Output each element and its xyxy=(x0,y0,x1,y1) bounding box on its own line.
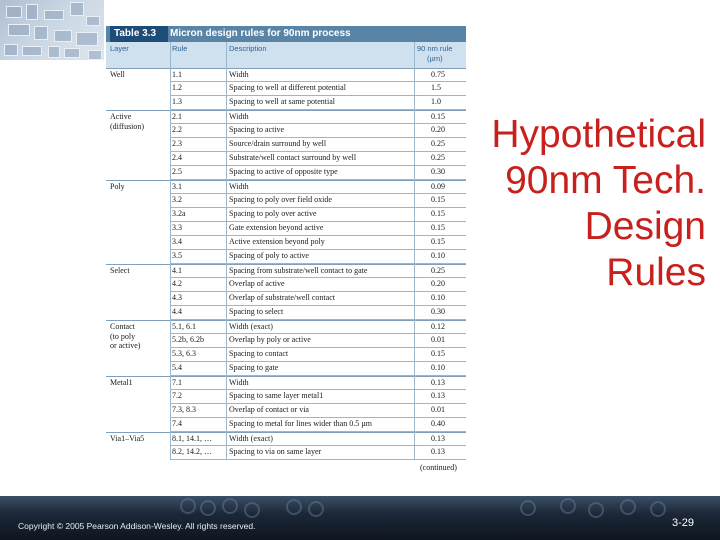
description-cell: Spacing to metal for lines wider than 0.5 µm xyxy=(229,419,373,428)
rule-cell: 7.2 xyxy=(172,391,182,400)
description-cell: Spacing to poly over field oxide xyxy=(229,195,332,204)
value-cell: 0.15 xyxy=(431,112,445,121)
value-cell: 0.20 xyxy=(431,279,445,288)
table-row xyxy=(170,432,466,446)
table-number: Table 3.3 xyxy=(110,26,168,42)
rule-cell: 3.5 xyxy=(172,251,182,260)
description-cell: Width xyxy=(229,70,249,79)
table-header-row xyxy=(106,42,466,68)
description-cell: Source/drain surround by well xyxy=(229,139,327,148)
circuit-pad-shape xyxy=(22,46,42,56)
rule-cell: 2.2 xyxy=(172,125,182,134)
layer-label: Well xyxy=(110,70,125,79)
description-cell: Width (exact) xyxy=(229,434,273,443)
rule-cell: 2.4 xyxy=(172,153,182,162)
rule-cell: 3.2 xyxy=(172,195,182,204)
footer-circuit-shape xyxy=(560,498,576,514)
circuit-decoration xyxy=(0,0,104,60)
value-cell: 0.20 xyxy=(431,125,445,134)
table-row xyxy=(170,376,466,390)
rule-cell: 7.1 xyxy=(172,378,182,387)
description-cell: Substrate/well contact surround by well xyxy=(229,153,357,162)
value-cell: 0.75 xyxy=(431,70,445,79)
circuit-pad-shape xyxy=(54,30,72,42)
table-row xyxy=(170,208,466,222)
footer-bar xyxy=(0,496,720,540)
circuit-pad-shape xyxy=(26,4,38,20)
circuit-pad-shape xyxy=(6,6,22,18)
description-cell: Width xyxy=(229,182,249,191)
header-description: Description xyxy=(229,44,267,53)
value-cell: 1.5 xyxy=(431,83,441,92)
rule-cell: 1.2 xyxy=(172,83,182,92)
layer-label: Contact (to poly or active) xyxy=(110,322,141,350)
description-cell: Spacing from substrate/well contact to gate xyxy=(229,266,368,275)
header-value-line2: (µm) xyxy=(427,54,443,63)
rule-cell: 1.3 xyxy=(172,97,182,106)
table-row xyxy=(170,320,466,334)
layer-label: Select xyxy=(110,266,130,275)
value-cell: 0.15 xyxy=(431,209,445,218)
footer-circuit-shape xyxy=(650,501,666,517)
rule-cell: 7.4 xyxy=(172,419,182,428)
description-cell: Width (exact) xyxy=(229,322,273,331)
footer-circuit-shape xyxy=(200,500,216,516)
value-cell: 0.15 xyxy=(431,237,445,246)
circuit-pad-shape xyxy=(64,48,80,58)
table-row xyxy=(170,82,466,96)
table-row xyxy=(170,390,466,404)
table-row xyxy=(170,292,466,306)
footer-circuit-shape xyxy=(180,498,196,514)
header-value-line1: 90 nm rule xyxy=(417,44,453,53)
table-row xyxy=(170,180,466,194)
table-row xyxy=(170,334,466,348)
circuit-pad-shape xyxy=(34,26,48,40)
layer-label: Active (diffusion) xyxy=(110,112,145,131)
value-cell: 0.25 xyxy=(431,266,445,275)
footer-circuit-shape xyxy=(308,501,324,517)
circuit-pad-shape xyxy=(76,32,98,46)
footer-circuit-shape xyxy=(620,499,636,515)
table-row xyxy=(170,418,466,432)
table-row xyxy=(170,96,466,110)
value-cell: 1.0 xyxy=(431,97,441,106)
circuit-pad-shape xyxy=(8,24,30,36)
rule-cell: 3.1 xyxy=(172,182,182,191)
description-cell: Spacing to well at same potential xyxy=(229,97,335,106)
title-line: Rules xyxy=(606,251,706,294)
description-cell: Overlap by poly or active xyxy=(229,335,311,344)
description-cell: Gate extension beyond active xyxy=(229,223,324,232)
description-cell: Spacing to gate xyxy=(229,363,279,372)
column-divider xyxy=(170,42,171,460)
rule-cell: 2.5 xyxy=(172,167,182,176)
description-cell: Active extension beyond poly xyxy=(229,237,325,246)
rule-cell: 3.3 xyxy=(172,223,182,232)
description-cell: Spacing to poly over active xyxy=(229,209,317,218)
copyright-text: Copyright © 2005 Pearson Addison-Wesley. All rights reserved. xyxy=(18,521,256,531)
rule-cell: 8.1, 14.1, … xyxy=(172,434,212,443)
rule-cell: 2.1 xyxy=(172,112,182,121)
circuit-pad-shape xyxy=(44,10,64,20)
table-continued-note: (continued) xyxy=(420,463,457,472)
rule-cell: 3.2a xyxy=(172,209,186,218)
value-cell: 0.12 xyxy=(431,322,445,331)
table-row xyxy=(170,278,466,292)
value-cell: 0.13 xyxy=(431,434,445,443)
column-divider xyxy=(414,42,415,460)
value-cell: 0.25 xyxy=(431,139,445,148)
table-row xyxy=(170,404,466,418)
description-cell: Width xyxy=(229,112,249,121)
circuit-pad-shape xyxy=(70,2,84,16)
rule-cell: 2.3 xyxy=(172,139,182,148)
table-row xyxy=(170,446,466,460)
rule-cell: 4.2 xyxy=(172,279,182,288)
table-row xyxy=(170,222,466,236)
circuit-pad-shape xyxy=(48,46,60,58)
table-row xyxy=(170,194,466,208)
title-line: 90nm Tech. xyxy=(505,159,706,202)
table-row xyxy=(170,236,466,250)
table-row xyxy=(170,306,466,320)
footer-circuit-shape xyxy=(588,502,604,518)
description-cell: Spacing to well at different potential xyxy=(229,83,346,92)
rule-cell: 5.4 xyxy=(172,363,182,372)
table-title-bar xyxy=(106,26,466,42)
rule-cell: 7.3, 8.3 xyxy=(172,405,196,414)
table-row xyxy=(170,250,466,264)
description-cell: Spacing to active xyxy=(229,125,285,134)
description-cell: Spacing to via on same layer xyxy=(229,447,322,456)
value-cell: 0.01 xyxy=(431,405,445,414)
header-rule: Rule xyxy=(172,44,188,53)
description-cell: Width xyxy=(229,378,249,387)
value-cell: 0.13 xyxy=(431,447,445,456)
circuit-pad-shape xyxy=(88,50,102,60)
description-cell: Spacing to active of opposite type xyxy=(229,167,338,176)
title-line: Hypothetical xyxy=(491,113,706,156)
description-cell: Spacing of poly to active xyxy=(229,251,309,260)
value-cell: 0.15 xyxy=(431,195,445,204)
footer-circuit-shape xyxy=(286,499,302,515)
page-number: 3-29 xyxy=(671,517,694,529)
header-layer: Layer xyxy=(110,44,129,53)
description-cell: Spacing to select xyxy=(229,307,284,316)
table-row xyxy=(170,68,466,82)
rule-cell: 4.4 xyxy=(172,307,182,316)
table-row xyxy=(170,124,466,138)
rule-cell: 8.2, 14.2, … xyxy=(172,447,212,456)
rule-cell: 5.1, 6.1 xyxy=(172,322,196,331)
description-cell: Overlap of active xyxy=(229,279,285,288)
value-cell: 0.10 xyxy=(431,363,445,372)
table-row xyxy=(170,138,466,152)
circuit-pad-shape xyxy=(86,16,100,26)
design-rules-table xyxy=(106,26,466,481)
footer-circuit-shape xyxy=(222,498,238,514)
rule-cell: 5.2b, 6.2b xyxy=(172,335,204,344)
value-cell: 0.25 xyxy=(431,153,445,162)
circuit-pad-shape xyxy=(4,44,18,56)
table-row xyxy=(170,348,466,362)
footer-circuit-shape xyxy=(244,502,260,518)
value-cell: 0.15 xyxy=(431,223,445,232)
table-row xyxy=(170,264,466,278)
value-cell: 0.30 xyxy=(431,167,445,176)
layer-label: Via1–Via5 xyxy=(110,434,145,443)
table-row xyxy=(170,152,466,166)
rule-cell: 5.3, 6.3 xyxy=(172,349,196,358)
column-divider xyxy=(226,42,227,460)
table-row xyxy=(170,166,466,180)
layer-label: Metal1 xyxy=(110,378,133,387)
description-cell: Overlap of substrate/well contact xyxy=(229,293,335,302)
value-cell: 0.09 xyxy=(431,182,445,191)
rule-cell: 1.1 xyxy=(172,70,182,79)
slide-title xyxy=(456,112,706,296)
layer-label: Poly xyxy=(110,182,125,191)
rule-cell: 3.4 xyxy=(172,237,182,246)
value-cell: 0.30 xyxy=(431,307,445,316)
description-cell: Spacing to same layer metal1 xyxy=(229,391,324,400)
rule-cell: 4.1 xyxy=(172,266,182,275)
table-row xyxy=(170,110,466,124)
value-cell: 0.01 xyxy=(431,335,445,344)
rule-cell: 4.3 xyxy=(172,293,182,302)
title-line: Design xyxy=(584,205,706,248)
value-cell: 0.13 xyxy=(431,378,445,387)
value-cell: 0.10 xyxy=(431,293,445,302)
value-cell: 0.10 xyxy=(431,251,445,260)
value-cell: 0.13 xyxy=(431,391,445,400)
footer-circuit-shape xyxy=(520,500,536,516)
description-cell: Overlap of contact or via xyxy=(229,405,309,414)
value-cell: 0.40 xyxy=(431,419,445,428)
table-caption: Micron design rules for 90nm process xyxy=(170,28,351,39)
table-row xyxy=(170,362,466,376)
description-cell: Spacing to contact xyxy=(229,349,289,358)
value-cell: 0.15 xyxy=(431,349,445,358)
